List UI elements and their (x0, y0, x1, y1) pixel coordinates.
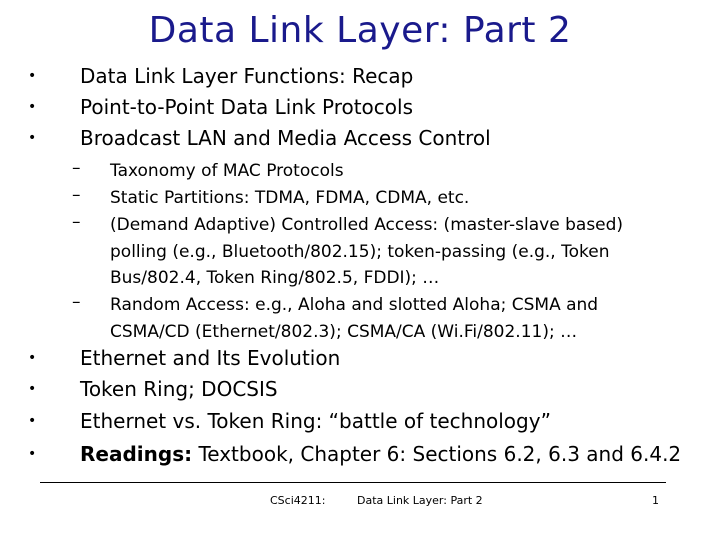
dash-marker: – (72, 292, 81, 312)
bullet-marker: • (28, 350, 37, 366)
bullet-marker: • (28, 381, 37, 397)
readings-label: Readings: (80, 442, 193, 466)
bullet-text: Ethernet vs. Token Ring: “battle of technology” (80, 409, 551, 433)
sub-bullet-line: CSMA/CD (Ethernet/802.3); CSMA/CA (Wi.Fi/802.11); … (110, 321, 578, 342)
dash-marker: – (72, 158, 81, 178)
sub-bullet-line: polling (e.g., Bluetooth/802.15); token-passing (e.g., Token (110, 241, 610, 262)
footer-page-number: 1 (652, 494, 659, 507)
bullet-marker: • (28, 413, 37, 429)
sub-bullet-line: Static Partitions: TDMA, FDMA, CDMA, etc. (110, 188, 470, 208)
dash-marker: – (72, 185, 81, 205)
sub-bullet-line: Random Access: e.g., Aloha and slotted Aloha; CSMA and (110, 295, 599, 315)
bullet-text: Broadcast LAN and Media Access Control (80, 126, 491, 150)
bullet-text: Point-to-Point Data Link Protocols (80, 95, 413, 119)
dash-marker: – (72, 212, 81, 232)
footer-course: CSci4211: (270, 494, 326, 507)
bullet-marker: • (28, 99, 37, 115)
bullet-marker: • (28, 68, 37, 84)
slide-title: Data Link Layer: Part 2 (148, 10, 572, 51)
sub-bullet-line: Taxonomy of MAC Protocols (110, 161, 344, 181)
sub-bullet-text (110, 212, 623, 292)
bullet-marker: • (28, 446, 37, 462)
sub-bullet-text (110, 158, 344, 185)
sub-bullet-text (110, 292, 598, 345)
sub-bullet-text (110, 185, 469, 212)
footer-topic: Data Link Layer: Part 2 (357, 494, 483, 507)
footer-divider (40, 482, 666, 483)
sub-bullet-line: Bus/802.4, Token Ring/802.5, FDDI); … (110, 268, 440, 288)
bullet-text: Data Link Layer Functions: Recap (80, 64, 414, 88)
sub-bullet-line: (Demand Adaptive) Controlled Access: (master-slave based) (110, 215, 624, 235)
readings-line (80, 442, 681, 466)
bullet-marker: • (28, 130, 37, 146)
bullet-text: Ethernet and Its Evolution (80, 346, 341, 370)
readings-text: Textbook, Chapter 6: Sections 6.2, 6.3 and 6.4.2 (192, 442, 682, 466)
bullet-text: Token Ring; DOCSIS (80, 377, 278, 401)
